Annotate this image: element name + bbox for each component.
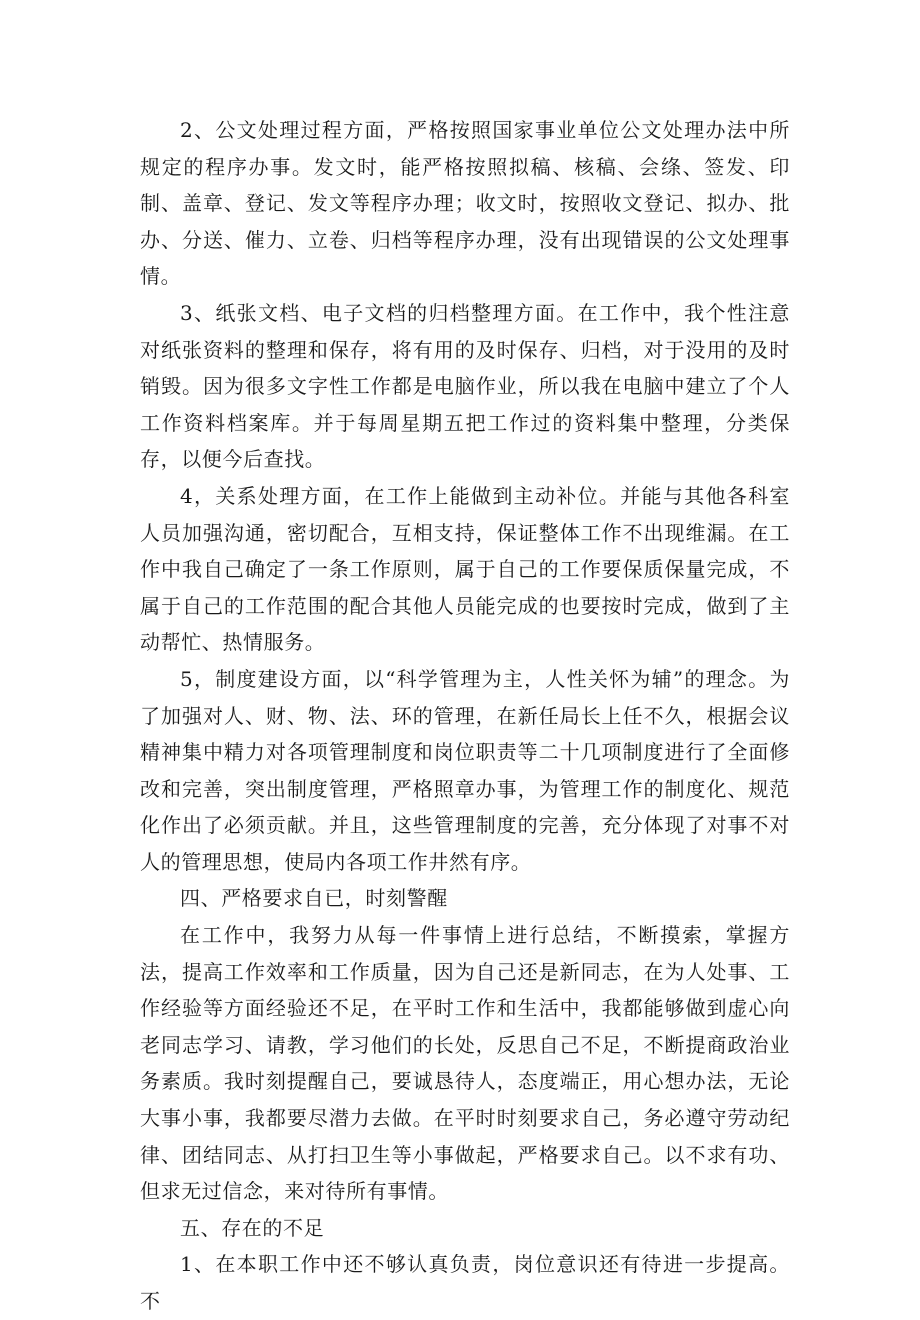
paragraph-relationship-handling: 4，关系处理方面，在工作上能做到主动补位。并能与其他各科室人员加强沟通，密切配合，互相支持，保证整体工作不出现维漏。在工作中我自己确定了一条工作原则，属于自己的工作要保质保量完成，不属于自己的工作范围的配合其他人员能完成的也要按时完成，做到了主动帮忙、热情服务。 (140, 483, 790, 655)
paragraph-system-building: 5，制度建设方面，以“科学管理为主，人性关怀为辅”的理念。为了加强对人、财、物、法、环的管理，在新任局长上任不久，根据会议精神集中精力对各项管理制度和岗位职责等二十几项制度进行了全面修改和完善，突出制度管理，严格照章办事，为管理工作的制度化、规范化作出了必须贡献。并且，这些管理制度的完善，充分体现了对事不对人的管理思想，使局内各项工作井然有序。 (140, 666, 790, 874)
paragraph-archive-organization: 3、纸张文档、电子文档的归档整理方面。在工作中，我个性注意对纸张资料的整理和保存，将有用的及时保存、归档，对于没用的及时销毁。因为很多文字性工作都是电脑作业，所以我在电脑中建立了个人工作资料档案库。并于每周星期五把工作过的资料集中整理，分类保存，以便今后查找。 (140, 300, 790, 472)
document-body (140, 112, 790, 1320)
section-heading-5: 五、存在的不足 (180, 1215, 325, 1240)
paragraph-self-discipline: 在工作中，我努力从每一件事情上进行总结，不断摸索，掌握方法，提高工作效率和工作质量，因为自己还是新同志，在为人处事、工作经验等方面经验还不足，在平时工作和生活中，我都能够做到虚心向老同志学习、请教，学习他们的长处，反思自己不足，不断提商政治业务素质。我时刻提醒自己，要诚恳待人，态度端正，用心想办法，无论大事小事，我都要尽潜力去做。在平时时刻要求自己，务必遵守劳动纪律、团结同志、从打扫卫生等小事做起，严格要求自己。以不求有功、但求无过信念，来对待所有事情。 (140, 923, 790, 1204)
section-heading-4: 四、严格要求自已，时刻警醒 (180, 886, 448, 911)
paragraph-official-document-handling: 2、公文处理过程方面，严格按照国家事业单位公文处理办法中所规定的程序办事。发文时，能严格按照拟稿、核稿、会绦、签发、印制、盖章、登记、发文等程序办理；收文时，按照收文登记、拟办、批办、分送、催力、立卷、归档等程序办理，没有出现错误的公文处理事情。 (140, 118, 790, 289)
paragraph-shortcomings-1: 1、在本职工作中还不够认真负责，岗位意识还有待进一步提高。不 (140, 1252, 790, 1313)
